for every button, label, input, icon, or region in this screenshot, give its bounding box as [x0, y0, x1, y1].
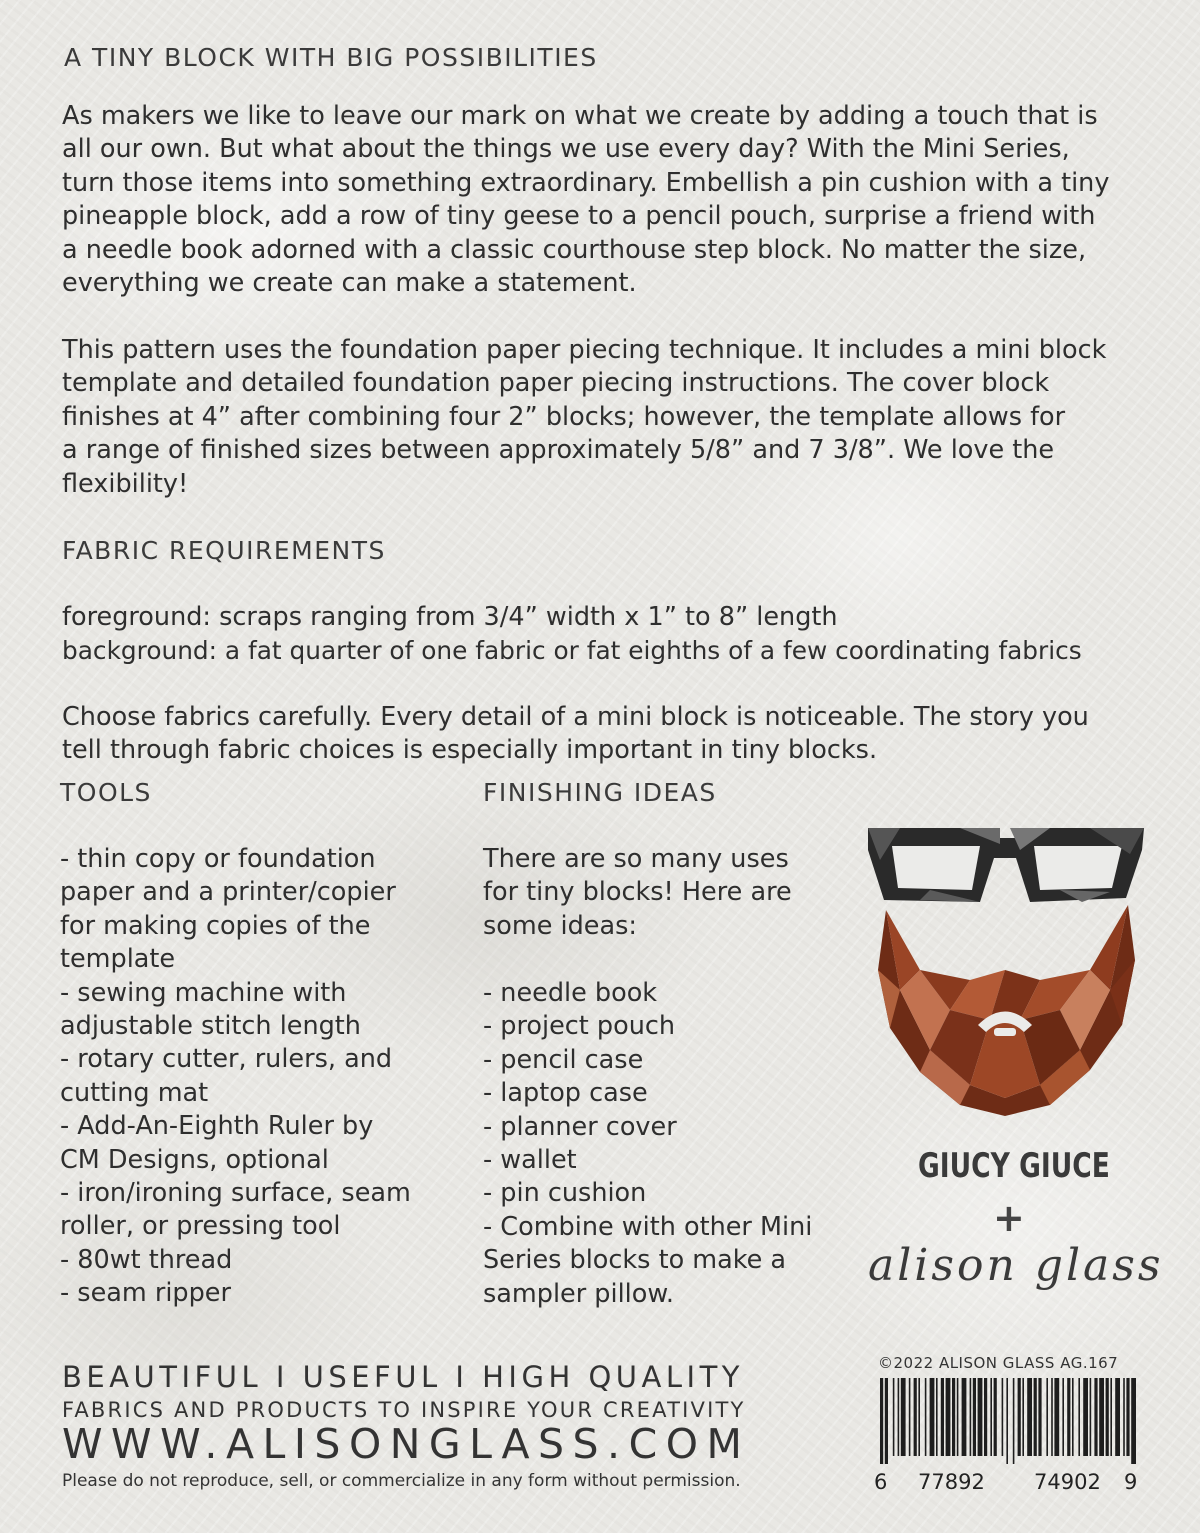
barcode-bar — [1123, 1378, 1125, 1456]
barcode-bar — [893, 1378, 895, 1456]
barcode-bar — [1094, 1378, 1097, 1456]
intro-paragraph-1: As makers we like to leave our mark on what we create by adding a touch that is all our own. But what about the things we use every day? With the Mini Series, turn those items into something extraordinary. Embellish a pin cushion with a tiny pineapple block, add a row of tiny geese to a pencil pouch, surprise a friend with a needle book adorned with a classic courthouse step block. No matter the size, everything we create can make a statement. — [62, 101, 1110, 299]
list-item: - Combine with other Mini — [483, 1211, 813, 1242]
finishing-heading: FINISHING IDEAS — [483, 778, 717, 807]
barcode-bar — [1027, 1378, 1032, 1456]
barcode-bar — [941, 1378, 944, 1456]
list-item: - planner cover — [483, 1111, 677, 1142]
list-item: cutting mat — [60, 1077, 209, 1108]
barcode-bar — [1090, 1378, 1092, 1456]
barcode-bar — [962, 1378, 967, 1456]
list-item: - seam ripper — [60, 1278, 231, 1309]
footer-url: WWW.ALISONGLASS.COM — [62, 1420, 751, 1468]
barcode-bar — [970, 1378, 972, 1456]
barcode-bar — [957, 1378, 959, 1456]
barcode-bar — [1099, 1378, 1104, 1456]
finishing-intro-line: There are so many uses — [483, 844, 789, 874]
list-item: - sewing machine with — [60, 977, 347, 1008]
company-logo: alison glass — [868, 1240, 1164, 1291]
barcode-bar — [936, 1378, 938, 1456]
barcode-bar — [914, 1378, 917, 1456]
list-item: template — [60, 944, 176, 975]
barcode-digit-last: 9 — [1124, 1470, 1138, 1494]
barcode-bar — [1054, 1378, 1059, 1456]
barcode-bar — [1034, 1378, 1037, 1456]
finishing-intro — [483, 843, 792, 943]
barcode-digits — [874, 1470, 1140, 1496]
barcode-bar — [901, 1378, 906, 1456]
barcode-bar — [925, 1378, 927, 1456]
barcode-bar — [1126, 1378, 1129, 1456]
barcode-bar — [1078, 1378, 1080, 1456]
barcode-digit-group-2: 74902 — [1034, 1470, 1101, 1494]
barcode-bar — [918, 1378, 920, 1456]
barcode-bar — [1067, 1378, 1070, 1456]
fabric-background: background: a fat quarter of one fabric or fat eighths of a few coordinating fabrics — [62, 636, 1082, 665]
finishing-intro-line: for tiny blocks! Here are — [483, 877, 792, 908]
finishing-intro-line: some ideas: — [483, 910, 637, 941]
list-item: - needle book — [483, 978, 658, 1008]
designer-logo: GIUCY GIUCE — [918, 1146, 1110, 1186]
barcode-bar — [1131, 1378, 1136, 1464]
barcode-bar — [909, 1378, 911, 1456]
glasses-icon — [868, 828, 1144, 902]
footer-subtitle: FABRICS AND PRODUCTS TO INSPIRE YOUR CREATIVITY — [62, 1398, 746, 1422]
list-item: - wallet — [483, 1145, 577, 1176]
list-item: - Add-An-Eighth Ruler by — [60, 1111, 374, 1142]
barcode-bar — [1002, 1378, 1004, 1456]
bearded-face-glasses-icon — [860, 820, 1150, 1120]
barcode-bar — [994, 1378, 997, 1456]
list-item: for making copies of the — [60, 910, 371, 941]
barcode-bar — [1006, 1378, 1008, 1464]
barcode-bar — [973, 1378, 976, 1456]
list-item: Series blocks to make a — [483, 1245, 787, 1276]
barcode-bar — [978, 1378, 983, 1456]
barcode-bar — [898, 1378, 900, 1456]
intro-heading: A TINY BLOCK WITH BIG POSSIBILITIES — [64, 43, 598, 72]
barcode-bar — [1046, 1378, 1048, 1456]
list-item: - laptop case — [483, 1078, 648, 1109]
list-item: - thin copy or foundation — [60, 844, 376, 874]
list-item: - iron/ironing surface, seam — [60, 1178, 411, 1209]
barcode-bar — [1051, 1378, 1053, 1456]
fabric-heading: FABRIC REQUIREMENTS — [62, 536, 386, 565]
copyright-text: ©2022 ALISON GLASS AG.167 — [878, 1354, 1119, 1372]
barcode-digit-first: 6 — [874, 1470, 888, 1494]
list-item: - 80wt thread — [60, 1244, 233, 1275]
barcode-bar — [990, 1378, 992, 1456]
barcode-bar — [1115, 1378, 1120, 1456]
finishing-list — [483, 977, 812, 1311]
list-item: - rotary cutter, rulers, and — [60, 1044, 393, 1075]
list-item: - pin cushion — [483, 1178, 647, 1209]
barcode-bar — [880, 1378, 883, 1464]
list-item: - project pouch — [483, 1011, 676, 1042]
footer-disclaimer: Please do not reproduce, sell, or commercialize in any form without permission. — [62, 1471, 741, 1491]
list-item: - pencil case — [483, 1044, 644, 1075]
barcode-digit-group-1: 77892 — [918, 1470, 985, 1494]
list-item: adjustable stitch length — [60, 1011, 361, 1042]
list-item: paper and a printer/copier — [60, 877, 396, 908]
barcode-bar — [1072, 1378, 1074, 1456]
barcode-bar — [1062, 1378, 1064, 1456]
beard-icon — [878, 905, 1135, 1116]
list-item: roller, or pressing tool — [60, 1211, 341, 1242]
barcode-bar — [946, 1378, 951, 1456]
barcode-bar — [1038, 1378, 1041, 1456]
barcode-bar — [1083, 1378, 1088, 1456]
intro-paragraph-2: This pattern uses the foundation paper piecing technique. It includes a mini block template and detailed foundation paper piecing instructions. The cover block finishes at 4” after combining four 2” blocks; however, the template allows for a range of finished sizes between approximately 5/8” and 7 3/8”. We love the flexibility! — [62, 335, 1107, 499]
barcode-bar — [952, 1378, 955, 1456]
barcode-bar — [1018, 1378, 1021, 1456]
barcode — [878, 1378, 1140, 1464]
plus-sign: + — [993, 1196, 1025, 1240]
barcode-bar — [930, 1378, 935, 1456]
barcode-bar — [1013, 1378, 1015, 1464]
fabric-note: Choose fabrics carefully. Every detail of a mini block is noticeable. The story you tell through fabric choices is especially important in tiny blocks. — [62, 702, 1089, 766]
barcode-bar — [1022, 1378, 1024, 1456]
barcode-bar — [1110, 1378, 1112, 1456]
barcode-bar — [1106, 1378, 1109, 1456]
barcode-bar — [984, 1378, 987, 1456]
list-item: CM Designs, optional — [60, 1144, 329, 1175]
tools-heading: TOOLS — [60, 778, 152, 807]
fabric-foreground: foreground: scraps ranging from 3/4” width x 1” to 8” length — [62, 602, 838, 632]
list-item: sampler pillow. — [483, 1278, 674, 1309]
footer-tagline: BEAUTIFUL I USEFUL I HIGH QUALITY — [62, 1360, 744, 1394]
tools-list — [60, 843, 411, 1311]
barcode-bar — [885, 1378, 888, 1464]
